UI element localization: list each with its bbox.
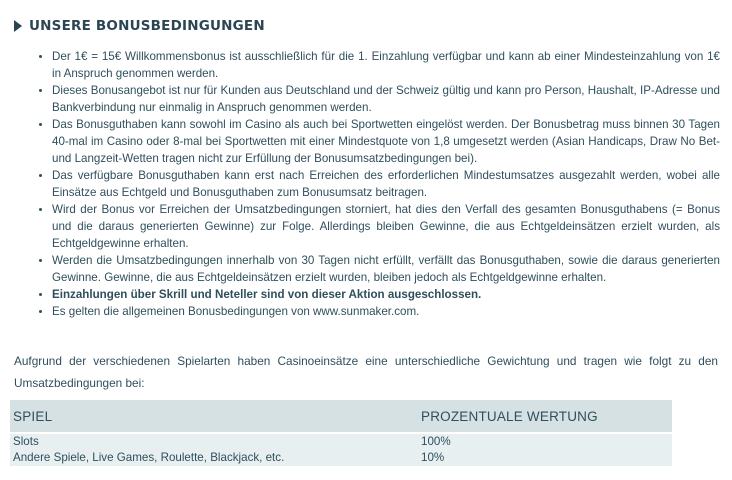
list-item-exclusion: • Einzahlungen über Skrill und Neteller sind von dieser Aktion ausgeschlossen. [52,286,720,303]
table-header-row [10,400,672,433]
list-item: • Das Bonusguthaben kann sowohl im Casino als auch bei Sportwetten eingelöst werden. Der Bonusbetrag muss binnen 30 Tagen 40-mal im Casino oder 8-mal bei Sportwetten mit einer Mindestquote von 1,8 umgesetzt werden (Asian Handicaps, Draw No Bet- und Langzeit-Wetten tragen nicht zur Erfüllung der Bonusumsatzbedingungen bei). [52,116,720,167]
table-cell-weighting: 10% [418,450,672,466]
list-item: • Werden die Umsatzbedingungen innerhalb von 30 Tagen nicht erfüllt, verfällt das Bonusguthaben, sowie die daraus generierten Gewinne. Gewinne, die aus Echtgeldeinsätzen erzielt wurden, bleiben jedoch als Echtgeldgewinne erhalten. [52,252,720,286]
weighting-paragraph: Aufgrund der verschiedenen Spielarten haben Casinoeinsätze eine unterschiedliche Gewichtung und tragen wie folgt zu den Umsatzbedingungen bei: [14,354,718,390]
table-cell-game: Andere Spiele, Live Games, Roulette, Blackjack, etc. [10,450,418,466]
table-cell-game: Slots [10,433,418,450]
caret-right-icon[interactable] [14,20,22,32]
terms-list [22,48,720,320]
table-cell-weighting: 100% [418,433,672,450]
weighting-table [10,400,672,466]
section-title: UNSERE BONUSBEDINGUNGEN [29,18,265,34]
column-header-game: SPIEL [10,400,418,433]
section-toggle[interactable] [14,18,265,34]
table-row [10,450,672,466]
table-row [10,433,672,450]
list-item: • Wird der Bonus vor Erreichen der Umsatzbedingungen storniert, hat dies den Verfall des gesamten Bonusguthabens (= Bonus und die daraus generierten Gewinne) zur Folge. Allerdings bleiben Gewinne, die aus Echtgeldeinsätzen erzielt wurden, als Echtgeldgewinne erhalten. [52,201,720,252]
list-item: • Das verfügbare Bonusguthaben kann erst nach Erreichen des erforderlichen Mindestumsatzes ausgezahlt werden, wobei alle Einsätze aus Echtgeld und Bonusguthaben zum Bonusumsatz beitragen. [52,167,720,201]
list-item: • Dieses Bonusangebot ist nur für Kunden aus Deutschland und der Schweiz gültig und kann pro Person, Haushalt, IP-Adresse und Bankverbindung nur einmalig in Anspruch genommen werden. [52,82,720,116]
list-item: • Es gelten die allgemeinen Bonusbedingungen von www.sunmaker.com. [52,303,720,320]
column-header-weighting: PROZENTUALE WERTUNG [418,400,672,433]
list-item: • Der 1€ = 15€ Willkommensbonus ist ausschließlich für die 1. Einzahlung verfügbar und kann ab einer Mindesteinzahlung von 1€ in Anspruch genommen werden. [52,48,720,82]
